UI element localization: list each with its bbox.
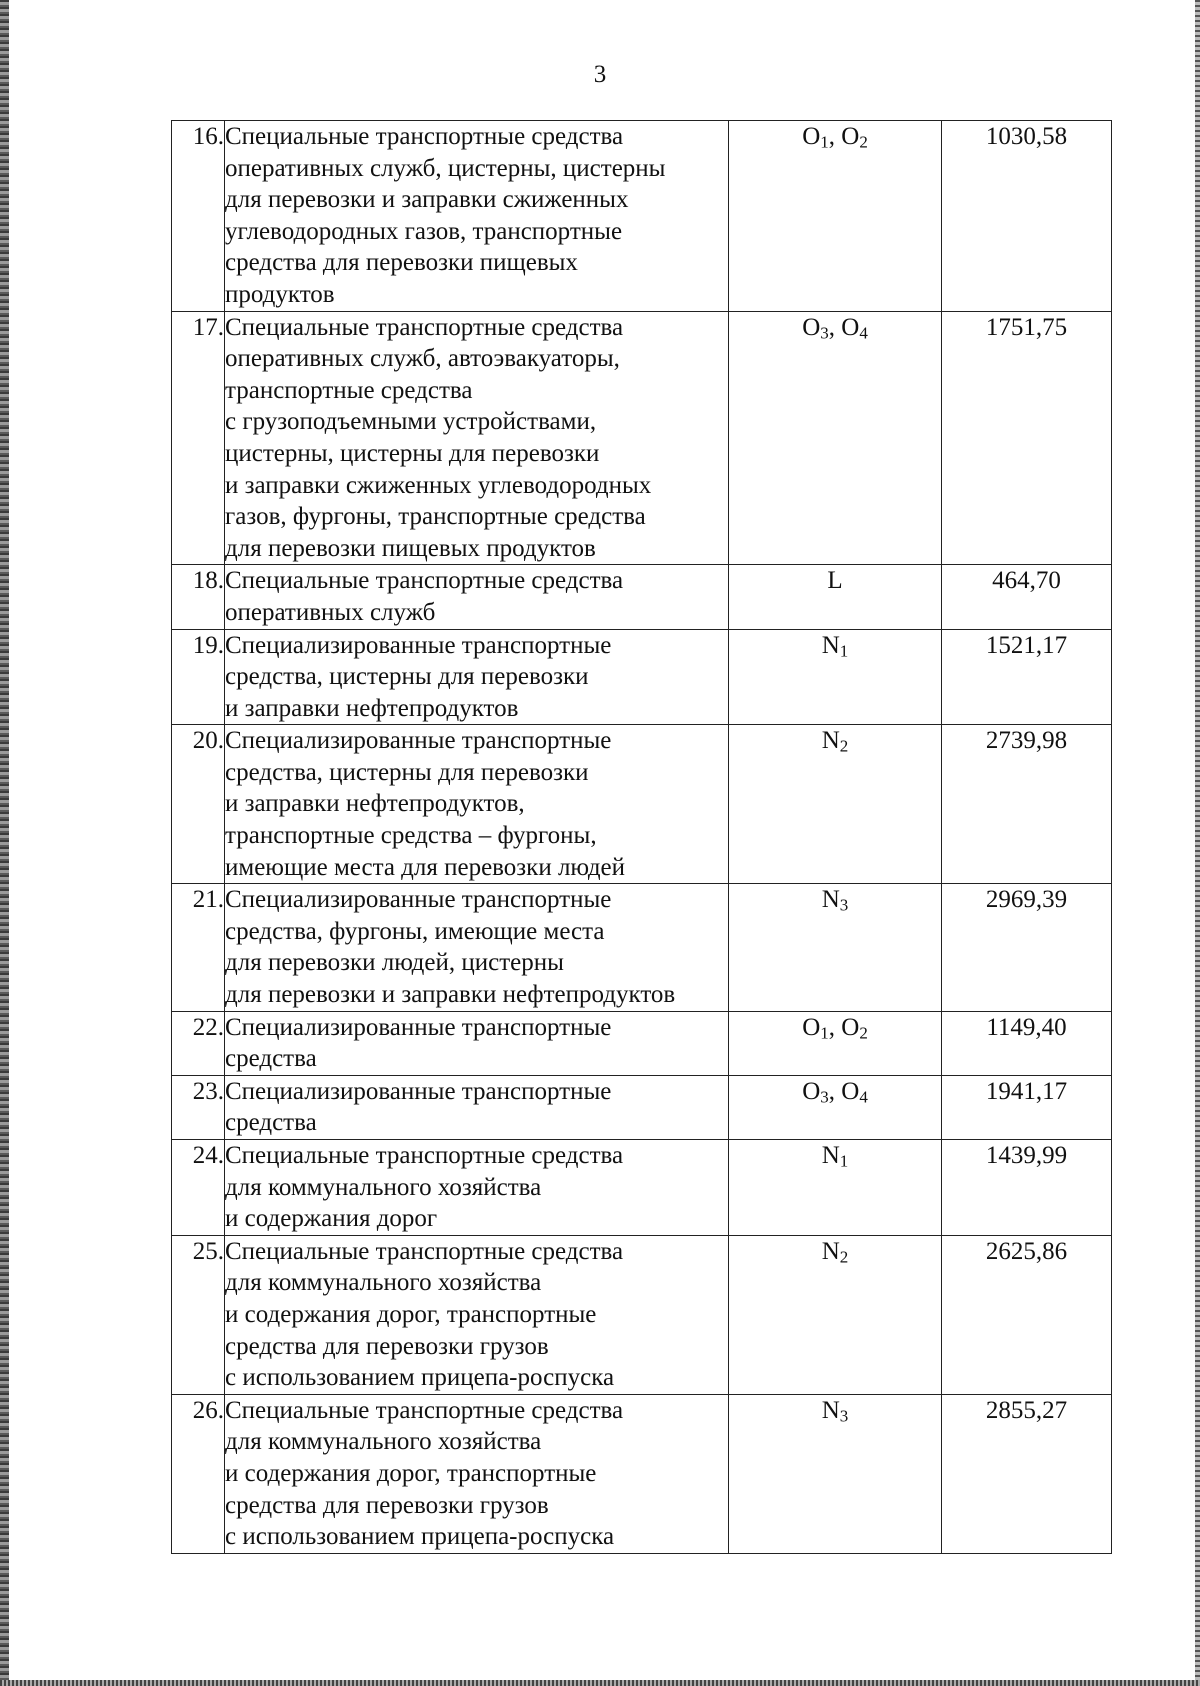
description-line: Специализированные транспортные: [225, 1077, 612, 1105]
description-line: для перевозки пищевых продуктов: [225, 534, 596, 562]
category-subscript: 1: [820, 132, 829, 152]
category-subscript: 2: [859, 1023, 868, 1043]
vehicle-description: [225, 565, 729, 629]
row-number: 19.: [172, 629, 225, 725]
tariff-value: 464,70: [942, 565, 1112, 629]
scan-edge-left: [0, 0, 9, 1686]
description-line: Специализированные транспортные: [225, 886, 612, 914]
vehicle-description: [225, 725, 729, 884]
vehicle-description: [225, 1011, 729, 1075]
category-subscript: 3: [839, 895, 849, 915]
vehicle-description: [225, 1140, 729, 1236]
category-subscript: 2: [859, 132, 868, 152]
description-line: Специализированные транспортные: [225, 1013, 612, 1041]
vehicle-category: [729, 1235, 942, 1394]
description-line: газов, фургоны, транспортные средства: [225, 503, 646, 531]
table-row: [172, 1075, 1112, 1139]
description-line: средства для перевозки пищевых: [225, 249, 578, 277]
category-subscript: 1: [839, 641, 849, 661]
description-line: средства, цистерны для перевозки: [225, 758, 589, 786]
vehicle-description: [225, 121, 729, 312]
description-line: имеющие места для перевозки людей: [225, 853, 626, 881]
row-number: 18.: [172, 565, 225, 629]
description-line: транспортные средства: [225, 376, 473, 404]
category-subscript: 4: [859, 1087, 868, 1107]
description-line: для перевозки и заправки сжиженных: [225, 186, 629, 214]
description-line: и содержания дорог: [225, 1205, 438, 1233]
vehicle-description: [225, 1394, 729, 1553]
tariff-value: 1941,17: [942, 1075, 1112, 1139]
description-line: для перевозки людей, цистерны: [225, 949, 564, 977]
row-number: 25.: [172, 1235, 225, 1394]
description-line: для коммунального хозяйства: [225, 1173, 542, 1201]
row-number: 23.: [172, 1075, 225, 1139]
category-letter: L: [827, 567, 843, 595]
description-line: оперативных служб, цистерны, цистерны: [225, 154, 666, 182]
category-letter: O: [802, 313, 821, 341]
description-line: Специализированные транспортные: [225, 727, 612, 755]
category-subscript: 3: [839, 1406, 849, 1426]
description-line: транспортные средства – фургоны,: [225, 822, 597, 850]
description-line: средства: [225, 1045, 317, 1073]
description-line: средства, фургоны, имеющие места: [225, 917, 605, 945]
table-row: [172, 1235, 1112, 1394]
category-letter: N: [821, 1396, 840, 1424]
page-number: 3: [593, 61, 607, 88]
description-line: Специальные транспортные средства: [225, 123, 624, 150]
table-row: [172, 1011, 1112, 1075]
description-line: с грузоподъемными устройствами,: [225, 408, 597, 436]
tariff-value: 1030,58: [942, 121, 1112, 312]
vehicle-category: [729, 1140, 942, 1236]
vehicle-category: [729, 725, 942, 884]
tariff-value: 1439,99: [942, 1140, 1112, 1236]
category-letter: N: [821, 1237, 840, 1265]
description-line: Специальные транспортные средства: [225, 1237, 624, 1265]
description-line: и заправки нефтепродуктов,: [225, 790, 525, 818]
category-letter: N: [821, 727, 840, 755]
category-subscript: 2: [839, 737, 849, 757]
tariff-value: 1149,40: [942, 1011, 1112, 1075]
vehicle-category: $O_3$, $O_4$: [729, 311, 942, 565]
description-line: Специальные транспортные средства: [225, 567, 624, 595]
category-letter: O: [802, 1077, 821, 1105]
category-subscript: 2: [839, 1247, 849, 1267]
description-line: и заправки нефтепродуктов: [225, 694, 519, 722]
category-letter: O: [841, 1013, 860, 1041]
vehicle-category: $O_3$, $O_4$: [729, 1075, 942, 1139]
tariff-table: [171, 120, 1112, 1554]
row-number: 26.: [172, 1394, 225, 1553]
table-row: [172, 565, 1112, 629]
vehicle-category: $O_1$, $O_2$: [729, 121, 942, 312]
category-letter: N: [821, 1142, 840, 1169]
description-line: средства, цистерны для перевозки: [225, 663, 589, 691]
row-number: 21.: [172, 884, 225, 1011]
category-letter: O: [841, 123, 860, 150]
description-line: Специальные транспортные средства: [225, 1396, 624, 1424]
description-line: и заправки сжиженных углеводородных: [225, 471, 652, 499]
tariff-value: 1521,17: [942, 629, 1112, 725]
description-line: для перевозки и заправки нефтепродуктов: [225, 981, 676, 1009]
row-number: 22.: [172, 1011, 225, 1075]
vehicle-description: [225, 1235, 729, 1394]
row-number: 20.: [172, 725, 225, 884]
table-row: [172, 121, 1112, 312]
category-letter: O: [802, 123, 821, 150]
description-line: и содержания дорог, транспортные: [225, 1459, 597, 1487]
description-line: с использованием прицепа-роспуска: [225, 1364, 615, 1392]
tariff-value: 2855,27: [942, 1394, 1112, 1553]
row-number: 24.: [172, 1140, 225, 1236]
vehicle-category: [729, 629, 942, 725]
table-row: [172, 1394, 1112, 1553]
vehicle-category: $O_1$, $O_2$: [729, 1011, 942, 1075]
vehicle-description: [225, 629, 729, 725]
category-subscript: 3: [820, 323, 829, 343]
category-subscript: 1: [820, 1023, 829, 1043]
description-line: продуктов: [225, 280, 335, 308]
table-row: [172, 1140, 1112, 1236]
table-row: [172, 725, 1112, 884]
description-line: средства: [225, 1109, 317, 1137]
tariff-table-body: [172, 121, 1112, 1554]
description-line: углеводородных газов, транспортные: [225, 217, 623, 245]
table-row: [172, 311, 1112, 565]
vehicle-description: [225, 884, 729, 1011]
vehicle-category: [729, 884, 942, 1011]
tariff-value: 2739,98: [942, 725, 1112, 884]
tariff-value: 1751,75: [942, 311, 1112, 565]
category-letter: O: [841, 313, 860, 341]
description-line: с использованием прицепа-роспуска: [225, 1523, 615, 1551]
description-line: Специальные транспортные средства: [225, 313, 624, 341]
description-line: средства для перевозки грузов: [225, 1332, 549, 1360]
row-number: 16.: [172, 121, 225, 312]
vehicle-description: [225, 1075, 729, 1139]
table-row: [172, 629, 1112, 725]
table-row: [172, 884, 1112, 1011]
tariff-value: 2625,86: [942, 1235, 1112, 1394]
vehicle-category: [729, 1394, 942, 1553]
description-line: и содержания дорог, транспортные: [225, 1300, 597, 1328]
category-letter: N: [821, 886, 840, 914]
vehicle-category: [729, 565, 942, 629]
description-line: средства для перевозки грузов: [225, 1491, 549, 1519]
scan-edge-right: [1195, 0, 1200, 1686]
category-subscript: 3: [820, 1087, 829, 1107]
category-letter: N: [821, 631, 840, 659]
tariff-value: 2969,39: [942, 884, 1112, 1011]
category-letter: O: [841, 1077, 860, 1105]
description-line: Специальные транспортные средства: [225, 1142, 624, 1169]
vehicle-description: [225, 311, 729, 565]
category-subscript: 4: [859, 323, 868, 343]
description-line: цистерны, цистерны для перевозки: [225, 439, 600, 467]
description-line: для коммунального хозяйства: [225, 1428, 542, 1456]
description-line: оперативных служб: [225, 598, 436, 626]
category-subscript: 1: [839, 1151, 849, 1171]
description-line: для коммунального хозяйства: [225, 1269, 542, 1297]
category-letter: O: [802, 1013, 821, 1041]
scan-edge-bottom: [0, 1680, 1200, 1686]
row-number: 17.: [172, 311, 225, 565]
description-line: оперативных служб, автоэвакуаторы,: [225, 345, 620, 373]
description-line: Специализированные транспортные: [225, 631, 612, 659]
